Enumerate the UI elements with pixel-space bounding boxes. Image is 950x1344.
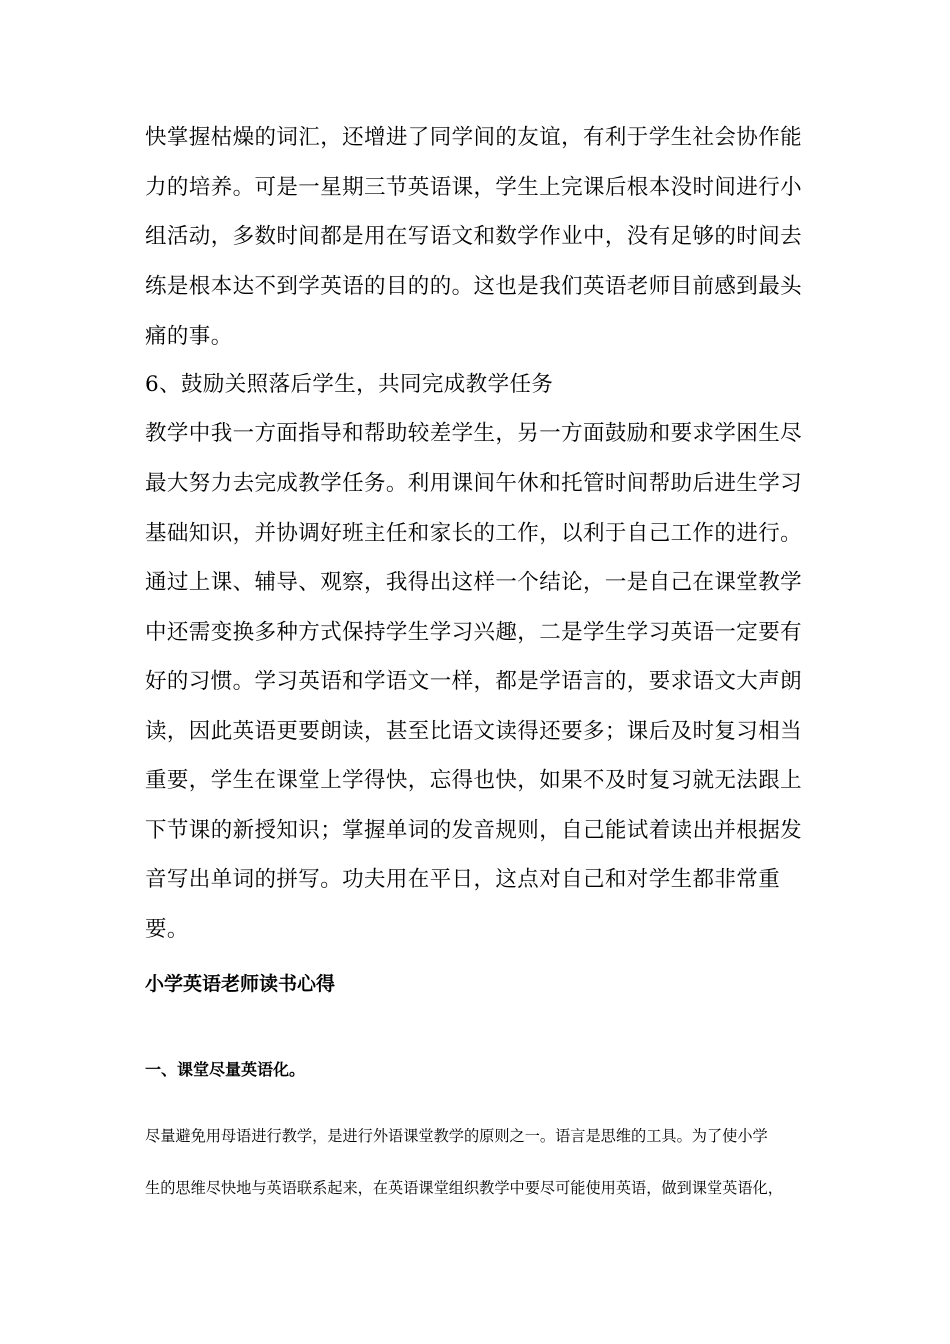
paragraph-line: 尽量避免用母语进行教学，是进行外语课堂教学的原则之一。语言是思维的工具。为了使小学 — [145, 1127, 768, 1145]
section-heading-1: 一、课堂尽量英语化。 — [145, 1060, 306, 1079]
paragraph-line: 快掌握枯燥的词汇，还增进了同学间的友谊，有利于学生社会协作能 — [145, 125, 803, 150]
paragraph-line: 组活动，多数时间都是用在写语文和数学作业中，没有足够的时间去 — [145, 224, 803, 249]
paragraph-line: 教学中我一方面指导和帮助较差学生，另一方面鼓励和要求学困生尽 — [145, 421, 803, 446]
paragraph-line: 痛的事。 — [145, 324, 233, 349]
paragraph-line: 中还需变换多种方式保持学生学习兴趣，二是学生学习英语一定要有 — [145, 620, 803, 645]
paragraph-line: 力的培养。可是一星期三节英语课，学生上完课后根本没时间进行小 — [145, 175, 803, 200]
paragraph-line: 生的思维尽快地与英语联系起来，在英语课堂组织教学中要尽可能使用英语，做到课堂英语化， — [145, 1179, 783, 1197]
paragraph-line: 基础知识，并协调好班主任和家长的工作，以利于自己工作的进行。 — [145, 521, 803, 546]
paragraph-line: 好的习惯。学习英语和学语文一样，都是学语言的，要求语文大声朗 — [145, 669, 803, 694]
paragraph-line: 要。 — [145, 917, 189, 942]
paragraph-line: 最大努力去完成教学任务。利用课间午休和托管时间帮助后进生学习 — [145, 471, 803, 496]
paragraph-line: 通过上课、辅导、观察，我得出这样一个结论，一是自己在课堂教学 — [145, 570, 803, 595]
section-heading-6: 6、鼓励关照落后学生，共同完成教学任务 — [145, 372, 554, 397]
paragraph-line: 下节课的新授知识；掌握单词的发音规则，自己能试着读出并根据发 — [145, 818, 803, 843]
paragraph-line: 读，因此英语更要朗读，甚至比语文读得还要多；课后及时复习相当 — [145, 719, 803, 744]
article-title: 小学英语老师读书心得 — [145, 973, 336, 995]
paragraph-line: 音写出单词的拼写。功夫用在平日，这点对自己和对学生都非常重 — [145, 867, 781, 892]
paragraph-line: 重要，学生在课堂上学得快，忘得也快，如果不及时复习就无法跟上 — [145, 768, 803, 793]
paragraph-line: 练是根本达不到学英语的目的的。这也是我们英语老师目前感到最头 — [145, 274, 803, 299]
